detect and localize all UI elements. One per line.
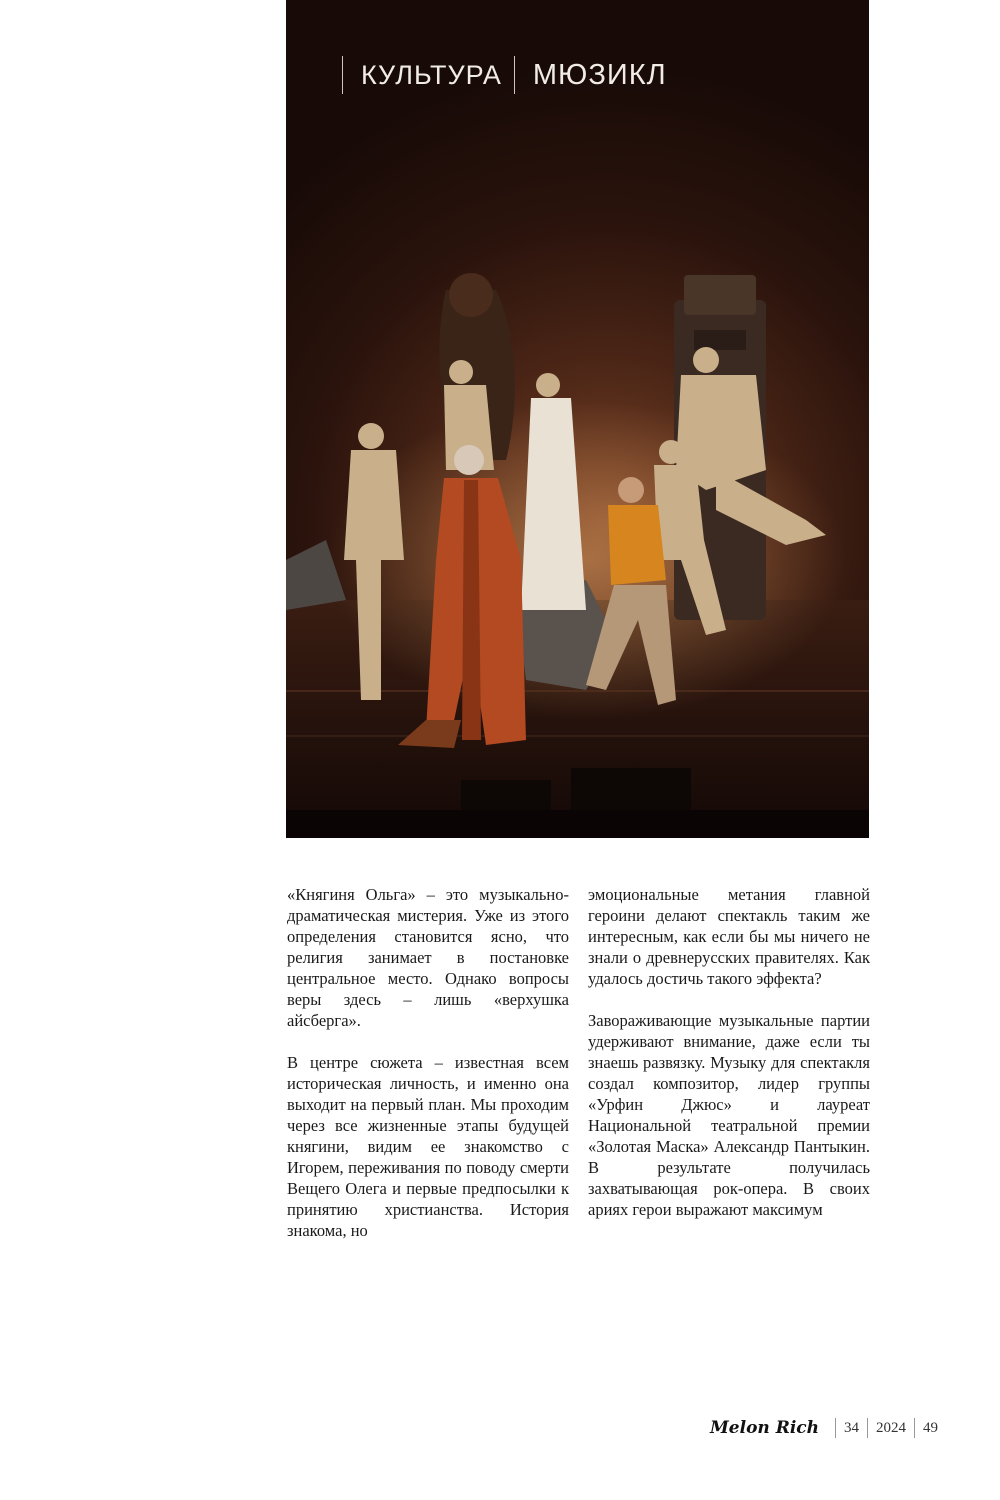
article-paragraph: В центре сюжета – известная всем историческая личность, и именно она выходит на первый план. Мы проходим через все жизненные этапы будущей княгини, видим ее знакомство с Игорем, переживания по поводу смерти Вещего Олега и первые предпосылки к принятию христианства. История знакома, но xyxy=(287,1053,569,1240)
rubric-subsection: МЮЗИКЛ xyxy=(532,58,667,91)
stage-photo xyxy=(286,0,869,838)
article-paragraph: эмоциональные метания главной героини делают спектакль таким же интересным, как если бы мы ничего не знали о древнерусских правителях. Как удалось достичь такого эффекта? xyxy=(588,885,870,988)
page-number: 49 xyxy=(923,1419,938,1436)
page-footer xyxy=(710,1418,938,1438)
footer-divider xyxy=(914,1418,915,1438)
magazine-brand: Melon Rich xyxy=(709,1418,819,1438)
article-column-right xyxy=(588,884,870,1241)
issue-number: 34 xyxy=(844,1419,859,1436)
article-paragraph: «Княгиня Ольга» – это музыкально-драматическая мистерия. Уже из этого определения становится ясно, что религия занимает в постановке центральное место. Однако вопросы веры здесь – лишь «верхушка айсберга». xyxy=(287,885,569,1030)
rubric-section: КУЛЬТУРА xyxy=(361,59,502,90)
footer-divider xyxy=(867,1418,868,1438)
issue-year: 2024 xyxy=(876,1419,906,1436)
section-rubric xyxy=(342,56,667,94)
article-column-left xyxy=(287,884,569,1262)
article-paragraph: Завораживающие музыкальные партии удерживают внимание, даже если ты знаешь развязку. Музыку для спектакля создал композитор, лидер группы «Урфин Джюс» и лауреат Национальной театральной премии «Золотая Маска» Александр Пантыкин. В результате получилась захватывающая рок-опера. В своих ариях герои выражают максимум xyxy=(588,1011,870,1219)
footer-divider xyxy=(835,1418,836,1438)
theatre-stage-photo-icon xyxy=(286,0,869,838)
